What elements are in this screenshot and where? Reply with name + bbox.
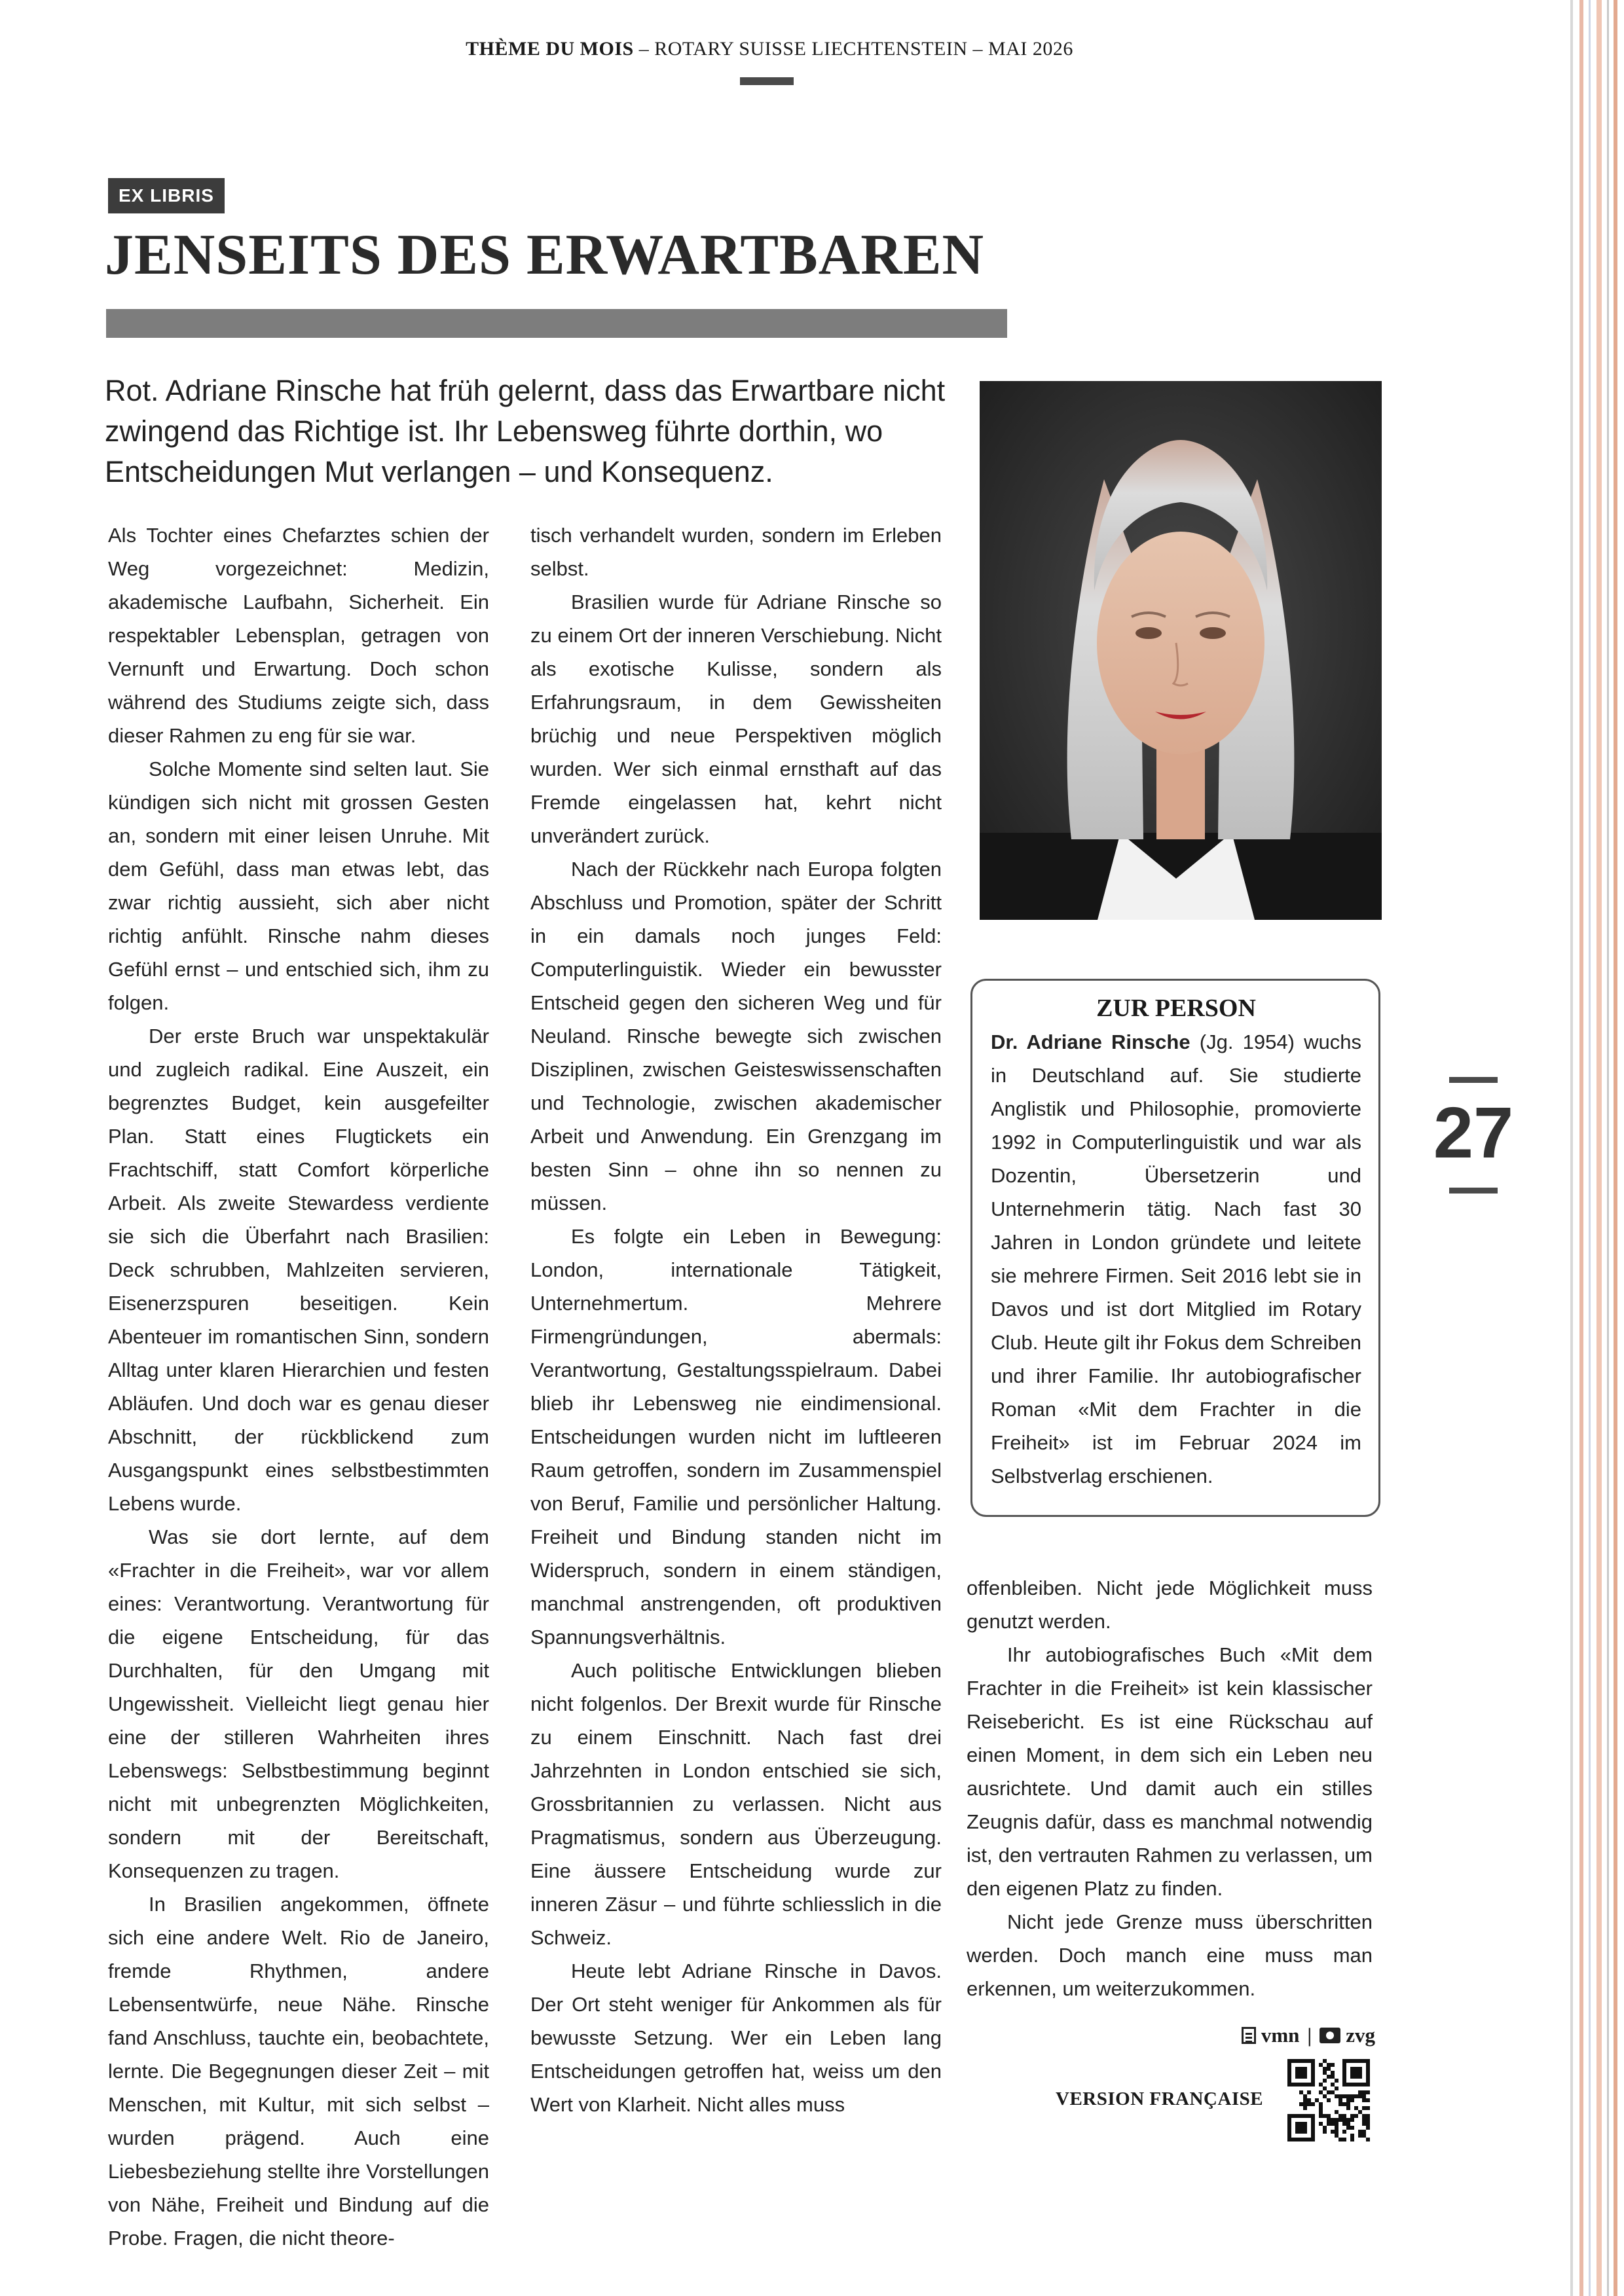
text-column-2 — [530, 519, 942, 2121]
camera-icon — [1320, 2028, 1340, 2043]
head-rule — [740, 77, 794, 85]
article-paragraph: Brasilien wurde für Adriane Rinsche so zu einem Ort der inneren Verschiebung. Nicht als exotische Kulisse, sondern als Erfahrungsraum, in dem Gewissheiten brüchig und neue Perspektiven möglich wurden. Wer sich einmal ernsthaft auf das Fremde eingelassen hat, kehrt nicht unverändert zurück. — [530, 591, 942, 847]
article-paragraph: Auch politische Entwicklungen blieben nicht folgenlos. Der Brexit wurde für Rinsche zu einem Einschnitt. Nach fast drei Jahrzehnten in London entschied sie sich, Grossbritannien zu verlassen. Nicht aus Pragmatismus, sondern aus Überzeugung. Eine äussere Entscheidung wurde zur inneren Zäsur – und führte schliesslich in die Schweiz. — [530, 1659, 942, 1949]
running-head-rest: – ROTARY SUISSE LIECHTENSTEIN – MAI 2026 — [633, 38, 1073, 60]
article-paragraph: Nicht jede Grenze muss überschritten werden. Doch manch eine muss man erkennen, um weiterzukommen. — [967, 1910, 1373, 2000]
document-icon — [1242, 2027, 1256, 2044]
title-bar — [106, 309, 1007, 338]
page-number: 27 — [1433, 1093, 1514, 1173]
text-column-3 — [967, 1571, 1373, 2005]
page-number-rule-top — [1449, 1077, 1498, 1083]
article-paragraph: Was sie dort lernte, auf dem «Frachter in die Freiheit», war vor allem eines: Verantwortung. Verantwortung für die eigene Entscheidung, für das Durchhalten, für den Umgang mit Ungewissheit. Vielleicht liegt genau hier eine der stilleren Wahrheiten ihres Lebenswegs: Selbstbestimmung beginnt nicht mit unbegrenzten Möglichkeiten, sondern mit der Bereitschaft, Konsequenzen zu tragen. — [108, 1525, 489, 1882]
article-paragraph: Es folgte ein Leben in Bewegung: London, internationale Tätigkeit, Unternehmertum. Mehrere Firmengründungen, abermals: Verantwortung, Gestaltungsspielraum. Dabei blieb ihr Lebensweg nie eindimensional. Entscheidungen wurden nicht im luftleeren Raum getroffen, sondern im Zusammenspiel von Beruf, Familie und persönlicher Haltung. Freiheit und Bindung standen nicht im Widerspruch, sondern in einem ständigen, manchmal anstrengenden, oft produktiven Spannungsverhältnis. — [530, 1225, 942, 1649]
credit-photo: zvg — [1346, 2023, 1375, 2047]
version-francaise-label: VERSION FRANÇAISE — [1056, 2088, 1264, 2109]
article-paragraph: Der erste Bruch war unspektakulär und zugleich radikal. Eine Auszeit, ein begrenztes Budget, kein ausgefeilter Plan. Statt eines Flugtickets ein Frachtschiff, statt Comfort körperliche Arbeit. Als zweite Stewardess verdiente sie sich die Überfahrt nach Brasilien: Deck schrubben, Mahlzeiten servieren, Eisenerzspuren beseitigen. Kein Abenteuer im romantischen Sinn, sondern Alltag unter klaren Hierarchien und festen Abläufen. Und doch war es genau dieser Abschnitt, der rückblickend zum Ausgangspunkt eines selbstbestimmten Lebens wurde. — [108, 1025, 489, 1515]
page-edge-decoration — [1565, 0, 1624, 2296]
article-lead: Rot. Adriane Rinsche hat früh gelernt, dass das Erwartbare nicht zwingend das Richtige ist. Ihr Lebensweg führte dorthin, wo Entscheidungen Mut verlangen – und Konsequenz. — [105, 374, 946, 488]
credit-separator: | — [1307, 2023, 1312, 2047]
article-paragraph: Als Tochter eines Chefarztes schien der Weg vorgezeichnet: Medizin, akademische Laufbahn, Sicherheit. Ein respektabler Lebensplan, getragen von Vernunft und Erwartung. Doch schon während des Studiums zeigte sich, dass dieser Rahmen zu eng für sie war. — [108, 524, 489, 747]
kicker-label: EX LIBRIS — [108, 178, 225, 213]
running-head-section: THÈME DU MOIS — [466, 38, 634, 60]
credit-author: vmn — [1261, 2023, 1300, 2047]
person-box-title: ZUR PERSON — [1096, 994, 1256, 1022]
text-column-1 — [108, 519, 489, 2255]
article-paragraph: In Brasilien angekommen, öffnete sich eine andere Welt. Rio de Janeiro, fremde Rhythmen, andere Lebensentwürfe, neue Nähe. Rinsche fand Anschluss, tauchte ein, beobachtete, lernte. Die Begegnungen dieser Zeit – mit Menschen, mit Kultur, mit sich selbst – wurden prägend. Auch eine Liebesbeziehung stellte ihre Vorstellungen von Nähe, Freiheit und Bindung auf die Probe. Fragen, die nicht theore- — [108, 1893, 489, 2250]
running-head — [0, 38, 1539, 60]
article-title: JENSEITS DES ERWARTBAREN — [105, 223, 985, 287]
credits — [1198, 2022, 1375, 2047]
article-paragraph: tisch verhandelt wurden, sondern im Erleben selbst. — [530, 524, 942, 580]
page-number-rule-bottom — [1449, 1188, 1498, 1194]
person-info-box — [970, 979, 1380, 1517]
article-paragraph: offenbleiben. Nicht jede Möglichkeit muss genutzt werden. — [967, 1576, 1373, 1633]
person-bio: (Jg. 1954) wuchs in Deutschland auf. Sie studierte Anglistik und Philosophie, promovierte 1992 in Computerlinguistik und war als Dozentin, Übersetzerin und Unternehmerin tätig. Nach fast 30 Jahren in London gründete und leitete sie mehrere Firmen. Seit 2016 lebt sie in Davos und ist dort Mitglied im Rotary Club. Heute gilt ihr Fokus dem Schreiben und ihrer Familie. Ihr autobiografischer Roman «Mit dem Frachter in die Freiheit» ist im Februar 2024 im Selbstverlag erschienen. — [991, 1030, 1361, 1487]
portrait-photo — [980, 381, 1382, 920]
article-paragraph: Nach der Rückkehr nach Europa folgten Abschluss und Promotion, später der Schritt in ein damals noch junges Feld: Computerlinguistik. Wieder ein bewusster Entscheid gegen den sicheren Weg und für Neuland. Rinsche bewegte sich zwischen Disziplinen, zwischen Geisteswissenschaften und Technologie, zwischen akademischer Arbeit und Anwendung. Ein Grenzgang im besten Sinn – ohne ihn so nennen zu müssen. — [530, 858, 942, 1214]
portrait-illustration — [980, 381, 1382, 920]
qr-code-icon[interactable] — [1287, 2059, 1370, 2141]
person-box-body — [991, 1025, 1361, 1493]
article-paragraph: Solche Momente sind selten laut. Sie kündigen sich nicht mit grossen Gesten an, sondern mit einer leisen Unruhe. Mit dem Gefühl, dass man etwas lebt, das zwar richtig aussieht, sich aber nicht richtig anfühlt. Rinsche nahm dieses Gefühl ernst – und entschied sich, ihm zu folgen. — [108, 757, 489, 1014]
article-paragraph: Heute lebt Adriane Rinsche in Davos. Der Ort steht weniger für Ankommen als für bewusste Setzung. Wer ein Leben lang Entscheidungen getroffen hat, weiss um den Wert von Klarheit. Nicht alles muss — [530, 1959, 942, 2116]
page-number-block — [1428, 1077, 1519, 1194]
person-name: Dr. Adriane Rinsche — [991, 1030, 1190, 1053]
article-paragraph: Ihr autobiografisches Buch «Mit dem Frachter in die Freiheit» ist kein klassischer Reisebericht. Es ist eine Rückschau auf einen Moment, in dem sich ein Leben neu ausrichtete. Und damit auch ein stilles Zeugnis dafür, dass es manchmal notwendig ist, den vertrauten Rahmen zu verlassen, um den eigenen Platz zu finden. — [967, 1643, 1373, 1900]
